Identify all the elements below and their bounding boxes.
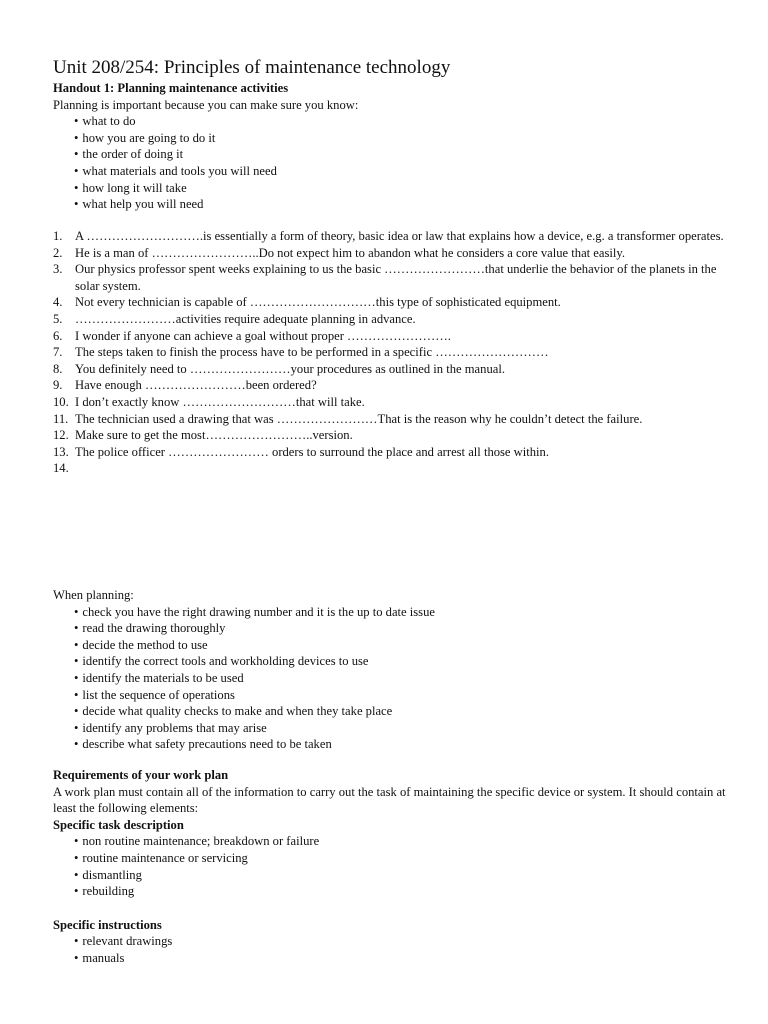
exercise-number: 8. (53, 361, 63, 376)
instruction-bullet-item: • relevant drawings (74, 933, 728, 950)
exercise-number: 11. (53, 411, 69, 426)
exercise-number: 13. (53, 444, 69, 459)
exercise-number: 6. (53, 328, 63, 343)
intro-text: Planning is important because you can make sure you know: (53, 97, 359, 112)
planning-bullet-item: • describe what safety precautions need to be taken (74, 736, 728, 753)
exercise-number: 14. (53, 461, 69, 476)
exercise-text: The technician used a drawing that was ……………………That is the reason why he couldn’t detect the failure. (75, 411, 643, 426)
instructions-heading: Specific instructions (53, 917, 162, 932)
intro-bullet-item: • what to do (74, 113, 728, 130)
exercise-number: 12. (53, 428, 69, 443)
exercise-item (53, 460, 728, 477)
exercise-item (53, 427, 728, 444)
exercise-text: ……………………activities require adequate planning in advance. (75, 311, 416, 326)
exercise-item (53, 328, 728, 345)
planning-bullet-item: • list the sequence of operations (74, 687, 728, 704)
exercise-number: 5. (53, 311, 63, 326)
requirements-block (53, 767, 728, 967)
document-title: Unit 208/254: Principles of maintenance technology (53, 57, 451, 78)
exercise-number: 2. (53, 245, 63, 260)
exercise-item (53, 411, 728, 428)
planning-bullet-item: • decide what quality checks to make and when they take place (74, 703, 728, 720)
requirements-heading: Requirements of your work plan (53, 768, 229, 782)
intro-bullet-item: • how long it will take (74, 180, 728, 197)
planning-bullet-list (53, 604, 728, 753)
when-planning-label: When planning: (53, 588, 134, 602)
exercise-text: The police officer …………………… orders to surround the place and arrest all those within. (75, 444, 550, 459)
intro-bullet-item: • what help you will need (74, 196, 728, 213)
exercise-item (53, 311, 728, 328)
exercise-number: 1. (53, 229, 63, 243)
exercise-text (75, 460, 728, 477)
header-block (53, 57, 728, 213)
instruction-bullet-item: • manuals (74, 950, 728, 967)
exercise-number: 7. (53, 345, 63, 360)
planning-bullet-item: • read the drawing thoroughly (74, 620, 728, 637)
exercise-item (53, 245, 728, 262)
exercise-text: He is a man of ……………………..Do not expect him to abandon what he considers a core value that easily. (75, 245, 626, 260)
task-bullet-item: • routine maintenance or servicing (74, 850, 728, 867)
planning-block (53, 587, 728, 753)
planning-bullet-item: • decide the method to use (74, 637, 728, 654)
exercise-list (53, 228, 728, 477)
exercise-text: Make sure to get the most……………………..version. (75, 428, 353, 443)
exercise-number: 10. (53, 394, 69, 409)
exercise-text: A ……………………….is essentially a form of theory, basic idea or law that explains how a device, e.g. a transformer operates. (75, 229, 724, 243)
planning-bullet-item: • check you have the right drawing number and it is the up to date issue (74, 604, 728, 621)
intro-bullet-list (53, 113, 728, 213)
task-bullet-item: • dismantling (74, 867, 728, 884)
intro-bullet-item: • the order of doing it (74, 146, 728, 163)
planning-bullet-item: • identify the materials to be used (74, 670, 728, 687)
exercise-item (53, 377, 728, 394)
exercise-item (53, 361, 728, 378)
exercise-text: Our physics professor spent weeks explaining to us the basic ……………………that underlie the behavior of the planets in the solar system. (75, 262, 717, 293)
exercise-item (53, 294, 728, 311)
task-description-heading: Specific task description (53, 817, 184, 832)
intro-bullet-item: • how you are going to do it (74, 130, 728, 147)
exercise-number: 9. (53, 378, 63, 393)
task-bullet-list (53, 833, 728, 899)
exercise-block (53, 228, 728, 477)
exercise-text: I wonder if anyone can achieve a goal without proper ……………………. (75, 328, 451, 343)
exercise-item (53, 228, 728, 245)
exercise-item (53, 261, 728, 294)
task-bullet-item: • rebuilding (74, 883, 728, 900)
exercise-item (53, 444, 728, 461)
exercise-item (53, 394, 728, 411)
exercise-text: Not every technician is capable of …………………………this type of sophisticated equipment. (75, 295, 561, 310)
exercise-number: 3. (53, 262, 63, 277)
exercise-text: I don’t exactly know ………………………that will take. (75, 394, 365, 409)
planning-bullet-item: • identify the correct tools and workholding devices to use (74, 653, 728, 670)
requirements-text: A work plan must contain all of the information to carry out the task of maintaining the specific device or system. It should contain at least the following elements: (53, 784, 726, 816)
exercise-text: You definitely need to ……………………your procedures as outlined in the manual. (75, 361, 505, 376)
exercise-text: The steps taken to finish the process have to be performed in a specific ……………………… (75, 345, 549, 360)
exercise-number: 4. (53, 295, 63, 310)
exercise-text: Have enough ……………………been ordered? (75, 378, 317, 393)
instruction-bullet-list (53, 933, 728, 966)
planning-bullet-item: • identify any problems that may arise (74, 720, 728, 737)
task-bullet-item: • non routine maintenance; breakdown or failure (74, 833, 728, 850)
exercise-item (53, 344, 728, 361)
intro-bullet-item: • what materials and tools you will need (74, 163, 728, 180)
handout-title: Handout 1: Planning maintenance activities (53, 81, 289, 95)
